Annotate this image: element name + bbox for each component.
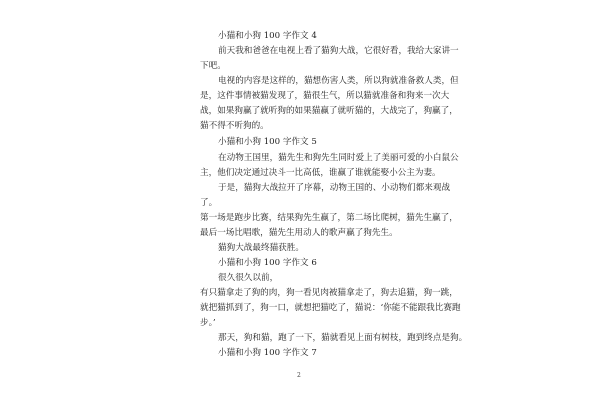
paragraph-line: 前天我和爸爸在电视上看了猫狗大战，它很好看，我给大家讲一 [218, 46, 459, 56]
paragraph-line: 有只猫拿走了狗的肉，狗一看见肉被猫拿走了，狗去追猫，狗一跳， [200, 288, 458, 298]
section-heading-6: 小猫和小狗 100 字作文 6 [218, 258, 317, 268]
paragraph-line: 就把猫抓到了，狗一口，就想把猫吃了，猫说：‘你能不能跟我比赛跑 [200, 303, 461, 313]
paragraph-line: 了。 [200, 198, 218, 208]
section-heading-7: 小猫和小狗 100 字作文 7 [218, 348, 317, 358]
paragraph-line: 在动物王国里，猫先生和狗先生同时爱上了美丽可爱的小白鼠公 [218, 153, 459, 163]
paragraph-line: 很久很久以前， [218, 273, 279, 283]
paragraph-line: 战，如果狗赢了就听狗的如果猫赢了就听猫的，大战完了，狗赢了， [200, 106, 458, 116]
paragraph-line: 电视的内容是这样的，猫想伤害人类，所以狗就准备救人类，但 [218, 76, 459, 86]
paragraph-line: 第一场是跑步比赛，结果狗先生赢了，第二场比爬树，猫先生赢了， [200, 213, 458, 223]
paragraph-line: 下吧。 [200, 61, 226, 71]
paragraph-line: 步。’ [200, 318, 216, 328]
section-heading-5: 小猫和小狗 100 字作文 5 [218, 137, 317, 147]
page-number: 2 [297, 372, 301, 379]
paragraph-line: 主，他们决定通过决斗一比高低，谁赢了谁就能娶小公主为妻。 [200, 168, 441, 178]
paragraph-line: 猫不得不听狗的。 [200, 121, 269, 131]
paragraph-line: 猫狗大战最终猫获胜。 [218, 243, 304, 253]
paragraph-line: 那天，狗和猫，跑了一下，猫就看见上面有树枝，跑到终点是狗。 [218, 333, 468, 343]
paragraph-line: 最后一场比唱歌，猫先生用动人的歌声赢了狗先生。 [200, 228, 398, 238]
paragraph-line: 是，这件事情被猫发现了，猫很生气，所以猫就准备和狗来一次大 [200, 91, 450, 101]
section-heading-4: 小猫和小狗 100 字作文 4 [218, 31, 317, 41]
paragraph-line: 于是，猫狗大战拉开了序幕，动物王国的、小动物们都来观战 [218, 183, 451, 193]
